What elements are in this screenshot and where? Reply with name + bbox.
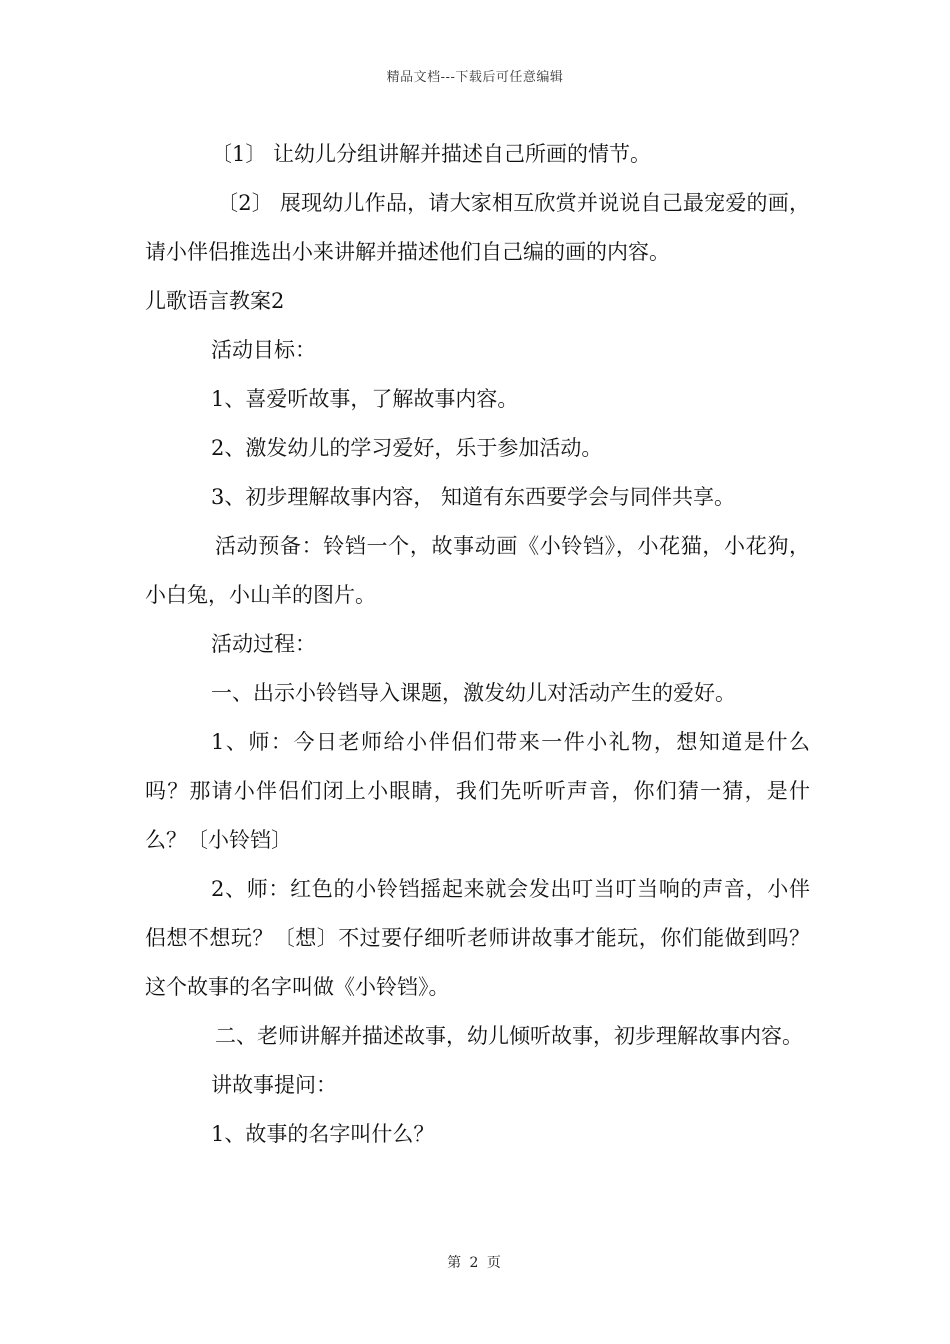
process-item-1-text: 1、师：今日老师给小伴侣们带来一件小礼物，想知道是什么吗？那请小伴侣们闭上小眼睛，我们先听听声音，你们猜一猜，是什么？〔小铃铛〕: [145, 730, 810, 852]
paragraph-step-2: [145, 179, 810, 277]
process-step-one: 一、出示小铃铛导入课题，激发幼儿对活动产生的爱好。: [211, 681, 736, 705]
paragraph-step-1: 〔1〕 让幼儿分组讲解并描述自己所画的情节。: [211, 142, 652, 166]
objective-1: 1、喜爱听故事，了解故事内容。: [211, 387, 519, 411]
paragraph-preparation-text: 活动预备：铃铛一个，故事动画《小铃铛》，小花猫，小花狗，小白兔，小山羊的图片。: [145, 534, 810, 607]
process-item-2-text: 2、师：红色的小铃铛摇起来就会发出叮当叮当响的声音，小伴侣想不想玩？〔想〕不过要仔细听老师讲故事才能玩，你们能做到吗？这个故事的名字叫做《小铃铛》。: [145, 877, 810, 999]
paragraph-preparation: [145, 522, 810, 620]
process-step-two-text: 二、老师讲解并描述故事，幼儿倾听故事，初步理解故事内容。: [215, 1024, 803, 1048]
page-number: 第 2 页: [447, 1255, 503, 1271]
section-title: 儿歌语言教案2: [145, 289, 285, 313]
heading-process: 活动过程：: [211, 632, 316, 656]
objective-3: 3、初步理解故事内容， 知道有东西要学会与同伴共享。: [211, 485, 736, 509]
objective-2: 2、激发幼儿的学习爱好，乐于参加活动。: [211, 436, 603, 460]
process-item-2: [145, 865, 810, 1012]
heading-questions: 讲故事提问：: [211, 1073, 337, 1097]
process-step-two: [145, 1012, 810, 1061]
question-1: 1、故事的名字叫什么？: [211, 1122, 435, 1146]
heading-objectives: 活动目标：: [211, 338, 316, 362]
page-header: 精品文档---下载后可任意编辑: [386, 70, 564, 85]
document-body: [145, 130, 810, 1159]
paragraph-step-2-text: 〔2〕 展现幼儿作品，请大家相互欣赏并说说自己最宠爱的画，请小伴侣推选出小来讲解并描述他们自己编的画的内容。: [145, 191, 810, 264]
process-item-1: [145, 718, 810, 865]
